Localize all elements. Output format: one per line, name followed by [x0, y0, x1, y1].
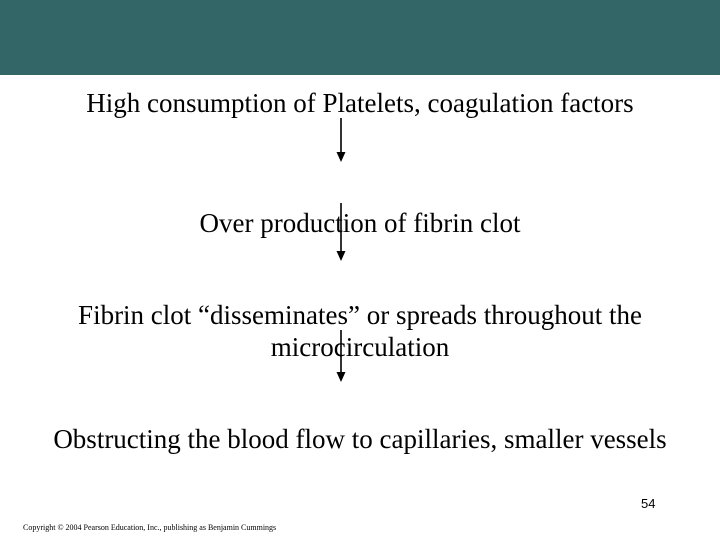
down-arrow-icon	[336, 118, 346, 162]
flow-step-blood-flow-obstruction: Obstructing the blood flow to capillaries, smaller vessels	[53, 424, 667, 454]
down-arrow-icon	[336, 203, 346, 261]
header-bar	[0, 0, 720, 75]
flow-step-clot-dissemination: Fibrin clot “disseminates” or spreads throughout the microcirculation	[78, 300, 642, 362]
copyright-notice: Copyright © 2004 Pearson Education, Inc., publishing as Benjamin Cummings	[23, 523, 277, 532]
flow-step-fibrin-overproduction: Over production of fibrin clot	[199, 208, 521, 238]
flow-step-platelet-consumption: High consumption of Platelets, coagulation factors	[86, 88, 634, 118]
down-arrow-icon	[336, 330, 346, 382]
page-number: 54	[641, 496, 656, 511]
